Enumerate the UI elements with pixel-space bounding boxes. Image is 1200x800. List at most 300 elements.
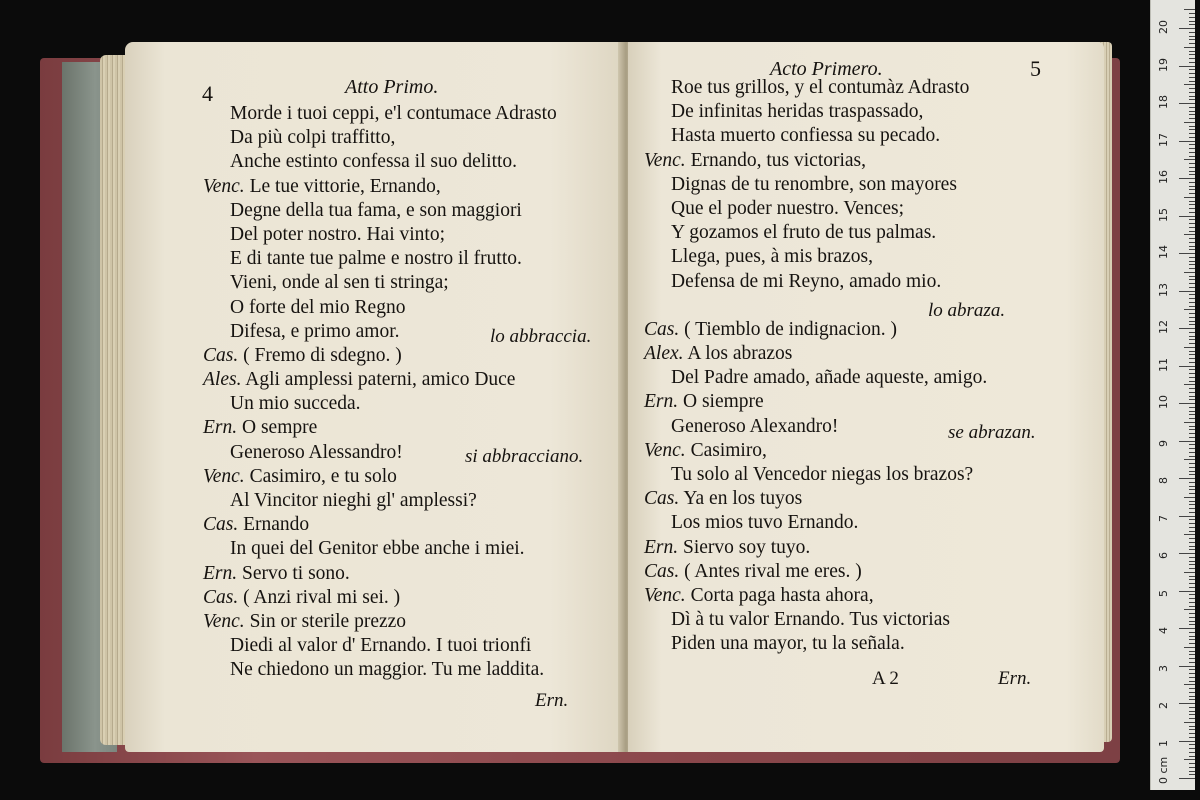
ruler-tick [1189, 636, 1195, 637]
ruler-tick [1189, 463, 1195, 464]
ruler-tick [1189, 21, 1195, 22]
ruler-number: 4 [1157, 627, 1170, 634]
ruler-tick [1179, 553, 1195, 554]
ruler-tick [1189, 448, 1195, 449]
line-text: A los abrazos [683, 343, 793, 365]
text-line [644, 366, 987, 390]
ruler-tick [1189, 624, 1195, 625]
ruler-tick [1189, 546, 1195, 547]
ruler-tick [1189, 317, 1195, 318]
ruler-tick [1189, 133, 1195, 134]
ruler-tick [1179, 366, 1195, 367]
text-line [644, 415, 987, 439]
text-line [203, 392, 557, 416]
ruler-number: 10 [1157, 395, 1170, 409]
line-text: Que el poder nuestro. Vences; [671, 197, 905, 219]
ruler-number: 20 [1157, 20, 1170, 34]
ruler-tick [1189, 268, 1195, 269]
line-text: Llega, pues, à mis brazos, [671, 246, 873, 268]
ruler-tick [1189, 407, 1195, 408]
line-text: Degne della tua fama, e son maggiori [230, 199, 522, 221]
ruler-tick [1189, 96, 1195, 97]
ruler-tick [1189, 651, 1195, 652]
line-text: Ne chiedono un maggior. Tu me laddita. [230, 659, 545, 681]
ruler-number: 5 [1157, 589, 1170, 597]
text-line [644, 124, 987, 148]
ruler-tick [1189, 748, 1195, 749]
speaker-name: Venc. [203, 465, 245, 487]
ruler-tick [1189, 201, 1195, 202]
text-line [203, 247, 557, 271]
ruler-number: 16 [1157, 170, 1170, 184]
line-text: Da più colpi traffitto, [230, 127, 396, 149]
text-line [203, 368, 557, 392]
ruler-tick [1189, 249, 1195, 250]
right-page [628, 42, 1104, 752]
ruler-tick [1189, 144, 1195, 145]
ruler-tick [1189, 58, 1195, 59]
ruler-tick [1189, 336, 1195, 337]
ruler-tick [1189, 763, 1195, 764]
ruler-tick [1189, 152, 1195, 153]
ruler-number: 9 [1157, 439, 1170, 447]
ruler-tick [1189, 482, 1195, 483]
line-text: Del poter nostro. Hai vinto; [230, 223, 446, 245]
ruler-tick [1189, 39, 1195, 40]
ruler-tick [1189, 527, 1195, 528]
ruler-tick [1179, 778, 1195, 779]
speaker-name: Cas. [644, 318, 680, 340]
ruler-number: 14 [1157, 245, 1170, 259]
ruler-tick [1189, 171, 1195, 172]
ruler-tick [1189, 549, 1195, 550]
speaker-name: Alex. [644, 343, 684, 365]
ruler-tick [1189, 414, 1195, 415]
speaker-name: Venc. [644, 439, 686, 461]
text-line [644, 245, 987, 269]
ruler-tick [1184, 684, 1195, 685]
ruler-tick [1189, 223, 1195, 224]
speaker-name: Cas. [644, 560, 680, 582]
ruler-tick [1189, 287, 1195, 288]
ruler-tick [1189, 643, 1195, 644]
ruler-tick [1189, 343, 1195, 344]
ruler-tick [1189, 681, 1195, 682]
text-line [644, 536, 987, 560]
line-text: E di tante tue palme e nostro il frutto. [230, 248, 522, 270]
ruler-number: 1 [1157, 739, 1170, 747]
ruler-tick [1189, 193, 1195, 194]
line-text: Diedi al valor d' Ernando. I tuoi trionfi [230, 635, 532, 657]
stage-direction: si abbracciano. [465, 446, 584, 467]
ruler-tick [1179, 441, 1195, 442]
ruler-tick [1189, 13, 1195, 14]
ruler-tick [1184, 759, 1195, 760]
ruler-tick [1189, 148, 1195, 149]
speaker-name: Venc. [203, 175, 245, 197]
ruler-tick [1189, 212, 1195, 213]
line-text: Generoso Alexandro! [671, 415, 839, 437]
ruler-tick [1189, 321, 1195, 322]
line-text: Morde i tuoi ceppi, e'l contumace Adrasto [230, 103, 557, 124]
ruler-tick [1189, 43, 1195, 44]
ruler-tick [1189, 714, 1195, 715]
text-line [203, 271, 557, 295]
ruler-tick [1184, 197, 1195, 198]
ruler-tick [1189, 594, 1195, 595]
speaker-name: Venc. [644, 584, 686, 606]
right-running-head: Acto Primero. [770, 58, 883, 80]
ruler-tick [1189, 737, 1195, 738]
ruler-tick [1189, 137, 1195, 138]
ruler-tick [1189, 583, 1195, 584]
ruler-tick [1189, 557, 1195, 558]
ruler-number: 2 [1157, 702, 1170, 709]
speaker-name: Ern. [644, 391, 679, 413]
ruler-tick [1189, 36, 1195, 37]
ruler-tick [1189, 279, 1195, 280]
ruler-tick [1189, 756, 1195, 757]
line-text: Tu solo al Vencedor niegas los brazos? [671, 464, 974, 485]
text-line [203, 416, 557, 440]
ruler-tick [1189, 114, 1195, 115]
ruler-tick [1189, 369, 1195, 370]
line-text: O forte del mio Regno [230, 296, 406, 318]
ruler-tick [1189, 718, 1195, 719]
speaker-name: Cas. [203, 344, 239, 366]
ruler-tick [1179, 478, 1195, 479]
ruler-tick [1179, 403, 1195, 404]
ruler-tick [1189, 564, 1195, 565]
line-text: Anche estinto confessa il suo delitto. [230, 151, 518, 173]
ruler-tick [1189, 512, 1195, 513]
ruler-tick [1189, 444, 1195, 445]
ruler-tick [1184, 309, 1195, 310]
ruler-tick [1184, 84, 1195, 85]
ruler-tick [1189, 602, 1195, 603]
line-text: Ernando, tus victorias, [685, 149, 867, 171]
text-line [644, 173, 987, 197]
ruler-tick [1189, 302, 1195, 303]
text-line [644, 511, 987, 535]
speaker-name: Ales. [203, 369, 242, 391]
ruler-number: 3 [1157, 664, 1170, 672]
speaker-name: Ern. [203, 562, 238, 584]
line-text: De infinitas heridas traspassado, [671, 101, 924, 123]
ruler-tick [1189, 561, 1195, 562]
ruler-tick [1189, 654, 1195, 655]
line-text: Y gozamos el fruto de tus palmas. [671, 222, 937, 244]
speaker-name: Venc. [644, 149, 686, 171]
ruler-tick [1189, 486, 1195, 487]
line-text: Generoso Alessandro! [230, 441, 403, 463]
ruler-tick [1189, 669, 1195, 670]
line-text: ( Antes rival me eres. ) [679, 560, 862, 582]
line-text: Agli amplessi paterni, amico Duce [241, 369, 516, 391]
line-text: Del Padre amado, añade aqueste, amigo. [671, 367, 988, 389]
ruler-tick [1189, 579, 1195, 580]
ruler-tick [1184, 422, 1195, 423]
ruler-tick [1184, 534, 1195, 535]
text-line [644, 76, 987, 100]
ruler-tick [1189, 246, 1195, 247]
ruler-tick [1189, 568, 1195, 569]
left-text-block [203, 102, 557, 683]
text-line [203, 658, 557, 682]
ruler-tick [1189, 729, 1195, 730]
measuring-ruler [1150, 0, 1195, 790]
ruler-tick [1189, 32, 1195, 33]
ruler-tick [1189, 493, 1195, 494]
ruler-tick [1184, 572, 1195, 573]
ruler-tick [1189, 294, 1195, 295]
text-line [203, 126, 557, 150]
text-line [203, 102, 557, 126]
ruler-tick [1189, 771, 1195, 772]
ruler-tick [1189, 298, 1195, 299]
ruler-tick [1189, 613, 1195, 614]
ruler-tick [1189, 163, 1195, 164]
ruler-tick [1179, 628, 1195, 629]
ruler-tick [1189, 542, 1195, 543]
ruler-tick [1179, 66, 1195, 67]
ruler-tick [1189, 73, 1195, 74]
ruler-unit-label: 0 cm [1157, 756, 1170, 784]
ruler-tick [1179, 666, 1195, 667]
text-line [644, 390, 987, 414]
ruler-tick [1189, 621, 1195, 622]
ruler-tick [1189, 156, 1195, 157]
text-line [644, 632, 987, 656]
ruler-tick [1189, 92, 1195, 93]
ruler-tick [1189, 707, 1195, 708]
ruler-tick [1189, 381, 1195, 382]
ruler-tick [1189, 392, 1195, 393]
ruler-tick [1184, 459, 1195, 460]
text-line [644, 584, 987, 608]
ruler-tick [1189, 744, 1195, 745]
ruler-tick [1189, 474, 1195, 475]
catchword: Ern. [535, 690, 569, 711]
ruler-tick [1189, 99, 1195, 100]
speaker-name: Ern. [203, 417, 238, 439]
ruler-tick [1189, 227, 1195, 228]
ruler-tick [1189, 351, 1195, 352]
ruler-tick [1189, 471, 1195, 472]
ruler-tick [1189, 587, 1195, 588]
ruler-tick [1189, 396, 1195, 397]
text-line [203, 199, 557, 223]
ruler-tick [1189, 767, 1195, 768]
ruler-tick [1189, 774, 1195, 775]
ruler-tick [1189, 377, 1195, 378]
ruler-tick [1184, 722, 1195, 723]
ruler-tick [1189, 54, 1195, 55]
text-line [203, 537, 557, 561]
text-line [203, 465, 557, 489]
left-running-head: Atto Primo. [345, 76, 439, 98]
ruler-tick [1189, 17, 1195, 18]
ruler-tick [1179, 703, 1195, 704]
ruler-number: 18 [1157, 95, 1170, 109]
text-line [203, 223, 557, 247]
line-text: Ernando [238, 514, 310, 536]
text-line [203, 562, 557, 586]
ruler-tick [1189, 692, 1195, 693]
ruler-tick [1189, 606, 1195, 607]
ruler-tick [1184, 609, 1195, 610]
ruler-tick [1184, 384, 1195, 385]
stage-direction: se abrazan. [948, 422, 1036, 443]
line-text: Siervo soy tuyo. [678, 536, 811, 558]
ruler-tick [1189, 88, 1195, 89]
text-line [203, 586, 557, 610]
ruler-tick [1179, 141, 1195, 142]
ruler-tick [1189, 62, 1195, 63]
ruler-tick [1189, 437, 1195, 438]
ruler-tick [1189, 696, 1195, 697]
ruler-tick [1189, 523, 1195, 524]
speaker-name: Cas. [203, 586, 239, 608]
line-text: Ya en los tuyos [679, 488, 803, 510]
ruler-tick [1179, 591, 1195, 592]
text-line [644, 487, 987, 511]
ruler-number: 19 [1157, 57, 1170, 72]
ruler-tick [1189, 418, 1195, 419]
ruler-tick [1189, 358, 1195, 359]
ruler-tick [1189, 673, 1195, 674]
ruler-tick [1189, 51, 1195, 52]
ruler-tick [1189, 129, 1195, 130]
ruler-number: 12 [1157, 320, 1170, 334]
ruler-number: 8 [1157, 477, 1170, 484]
ruler-tick [1189, 426, 1195, 427]
ruler-tick [1189, 677, 1195, 678]
line-text: ( Fremo di sdegno. ) [238, 344, 402, 366]
left-page [125, 42, 625, 752]
text-line [203, 296, 557, 320]
speaker-name: Venc. [203, 610, 245, 632]
ruler-tick [1189, 313, 1195, 314]
ruler-tick [1184, 159, 1195, 160]
ruler-tick [1189, 598, 1195, 599]
ruler-tick [1179, 516, 1195, 517]
ruler-tick [1189, 69, 1195, 70]
ruler-tick [1189, 688, 1195, 689]
line-text: Vieni, onde al sen ti stringa; [230, 272, 449, 294]
ruler-tick [1189, 339, 1195, 340]
right-page-number: 5 [1030, 56, 1041, 81]
text-line [644, 270, 987, 294]
ruler-tick [1179, 103, 1195, 104]
signature-mark: A 2 [872, 668, 899, 689]
ruler-tick [1189, 306, 1195, 307]
catchword: Ern. [998, 668, 1032, 689]
text-line [644, 149, 987, 173]
ruler-tick [1189, 504, 1195, 505]
ruler-tick [1189, 261, 1195, 262]
text-line [203, 513, 557, 537]
ruler-tick [1189, 639, 1195, 640]
text-line [644, 100, 987, 124]
ruler-tick [1189, 733, 1195, 734]
ruler-tick [1189, 24, 1195, 25]
ruler-tick [1189, 388, 1195, 389]
ruler-tick [1189, 711, 1195, 712]
ruler-tick [1189, 508, 1195, 509]
ruler-number: 17 [1157, 132, 1170, 147]
text-line [203, 489, 557, 513]
line-text: O sempre [237, 417, 318, 439]
ruler-tick [1189, 699, 1195, 700]
text-line [644, 221, 987, 245]
ruler-tick [1189, 399, 1195, 400]
ruler-tick [1189, 276, 1195, 277]
line-text: Al Vincitor nieghi gl' amplessi? [230, 490, 477, 511]
line-text: Hasta muerto confiessa su pecado. [671, 125, 941, 147]
line-text: Difesa, e primo amor. [230, 320, 400, 342]
speaker-name: Cas. [644, 488, 680, 510]
ruler-tick [1189, 107, 1195, 108]
ruler-tick [1184, 347, 1195, 348]
ruler-tick [1189, 489, 1195, 490]
ruler-tick [1184, 497, 1195, 498]
ruler-tick [1189, 126, 1195, 127]
line-text: In quei del Genitor ebbe anche i miei. [230, 538, 525, 560]
ruler-number: 7 [1157, 514, 1170, 522]
ruler-tick [1189, 283, 1195, 284]
line-text: Servo ti sono. [237, 562, 350, 584]
ruler-number: 15 [1157, 207, 1170, 222]
ruler-tick [1189, 632, 1195, 633]
ruler-tick [1189, 264, 1195, 265]
ruler-tick [1189, 429, 1195, 430]
line-text: O siempre [678, 391, 764, 413]
ruler-tick [1189, 111, 1195, 112]
ruler-tick [1184, 234, 1195, 235]
ruler-tick [1179, 741, 1195, 742]
right-text-block [644, 76, 987, 657]
ruler-tick [1189, 118, 1195, 119]
ruler-tick [1184, 9, 1195, 10]
ruler-tick [1184, 647, 1195, 648]
line-text: Casimiro, [685, 439, 767, 461]
ruler-tick [1189, 219, 1195, 220]
text-line [644, 439, 987, 463]
text-line [644, 197, 987, 221]
text-line [203, 610, 557, 634]
ruler-tick [1189, 662, 1195, 663]
ruler-tick [1189, 452, 1195, 453]
text-line [644, 608, 987, 632]
speaker-name: Cas. [203, 514, 239, 536]
text-line [644, 463, 987, 487]
ruler-tick [1179, 178, 1195, 179]
ruler-tick [1189, 77, 1195, 78]
ruler-tick [1189, 324, 1195, 325]
ruler-tick [1189, 257, 1195, 258]
ruler-tick [1189, 456, 1195, 457]
stage-direction: lo abraza. [928, 300, 1006, 321]
ruler-tick [1184, 272, 1195, 273]
ruler-tick [1179, 291, 1195, 292]
ruler-tick [1189, 186, 1195, 187]
line-text: Roe tus grillos, y el contumàz Adrasto [671, 77, 970, 98]
ruler-tick [1189, 231, 1195, 232]
ruler-number: 13 [1157, 282, 1170, 297]
ruler-number: 6 [1157, 552, 1170, 559]
ruler-tick [1179, 253, 1195, 254]
